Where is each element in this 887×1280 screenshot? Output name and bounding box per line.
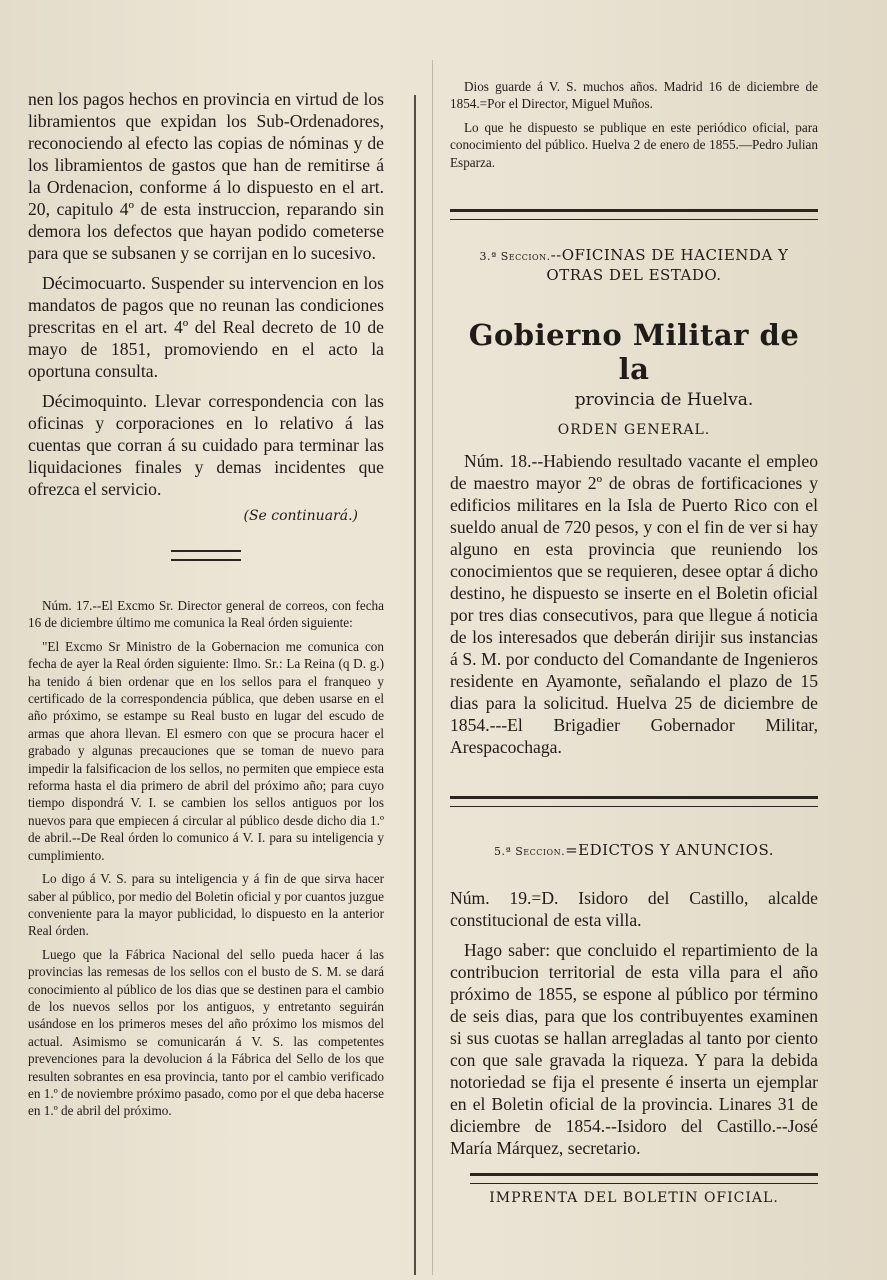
section-divider <box>171 550 241 561</box>
footer-rule <box>470 1173 818 1184</box>
continuation-paragraph: nen los pagos hechos en provincia en virtud de los libramientos que expidan los Sub-Ordenadores, reconociendo al efecto las copias de nóminas y de los libramientos de gastos que han de remitirse á la Ordenacion, conforme á lo dispuesto en el art. 20, capitulo 4º de esta instruccion, reparando sin demora los defectos que hayan podido cometerse para que se subsanen y se corrijan en lo sucesivo. <box>28 89 384 263</box>
column-divider <box>414 95 416 1275</box>
publication-note: Lo que he dispuesto se publique en este periódico oficial, para conocimiento del público. Huelva 2 de enero de 1855.—Pedro Julian Esparza. <box>450 119 818 170</box>
page-fold <box>432 60 433 1275</box>
gobierno-militar-title: Gobierno Militar de la <box>468 318 800 387</box>
num17-intro: Núm. 17.--El Excmo Sr. Director general de correos, con fecha 16 de diciembre último me comunica la Real órden siguiente: <box>28 598 384 631</box>
num17-instruction: Lo digo á V. S. para su inteligencia y á fin de que sirva hacer saber al público, por medio del Boletin oficial y por cuantos juzgue conveniente para la mayor publicidad, lo dispuesto en la anterior Real órden. <box>28 871 384 939</box>
left-column <box>28 88 384 1126</box>
section-3-heading <box>450 246 818 284</box>
to-be-continued: (Se continuará.) <box>243 508 358 524</box>
section-rule <box>450 209 818 220</box>
section-5-title: =EDICTOS Y ANUNCIOS. <box>565 841 774 860</box>
num19-heading: Núm. 19.=D. Isidoro del Castillo, alcalde constitucional de esta villa. <box>450 888 818 931</box>
num17-royal-order: "El Excmo Sr Ministro de la Gobernacion me comunica con fecha de ayer la Real órden siguiente: Ilmo. Sr.: La Reina (q D. g.) ha tenido á bien ordenar que en los sellos para el franqueo y certificado de la correspondencia pública, que deben usarse en el año próximo, se estampe su Real busto en lugar del escudo de armas que ahora llevan. El esmero con que se procura hacer el grabado y algunas precauciones que se toman de nuevo para impedir la falsificacion de los sellos, no permiten que empiece esta reforma hasta el dia primero de abril del próximo año; para cuyo tiempo dispondrá V. I. se cambien los sellos antiguos por los nuevos para que empiecen á circular al público desde dicho dia 1.º de abril.--De Real órden lo comunico á V. I. para su inteligencia y cumplimiento. <box>28 638 384 863</box>
num17-stamps-exchange: Luego que la Fábrica Nacional del sello pueda hacer á las provincias las remesas de los sellos con el busto de S. M. se dará conocimiento al público de los dias que se destinen para el cambio de los nuevos sellos por los antiguos, y entretanto seguirán usándose en los primeros meses del año próximo los mismos del actual. Asimismo se comunicarán á V. S. las competentes prevenciones para la devolucion á la Fábrica del Sello de los que resulten sobrantes en esa provincia, tanto por el cambio verificado en 1.º de noviembre próximo pasado, como por el que deba hacerse en 1.º de abril del próximo. <box>28 946 384 1119</box>
orden-general-heading: ORDEN GENERAL. <box>557 422 711 439</box>
signature-madrid: Dios guarde á V. S. muchos años. Madrid 16 de diciembre de 1854.=Por el Director, Miguel Muños. <box>450 79 818 112</box>
num18-paragraph: Núm. 18.--Habiendo resultado vacante el empleo de maestro mayor 2º de obras de fortificaciones y edificios militares en la Isla de Puerto Rico con el sueldo anual de 720 pesos, y con el fin de ver si hay alguno en esta provincia que reuniendo los conocimientos que se requieren, desee optar á dicho destino, he dispuesto se inserte en el Boletin oficial por tres dias consecutivos, para que llegue á noticia de los interesados que deberán dirijir sus instancias á S. M. por conducto del Comandante de Ingenieros residente en Ayamonte, señalando el plazo de 15 dias para la solicitud. Huelva 25 de diciembre de 1854.---El Brigadier Gobernador Militar, Arespacochaga. <box>450 451 818 758</box>
gobierno-militar-subtitle: provincia de Huelva. <box>574 390 754 411</box>
section-rule-2 <box>450 796 818 807</box>
decimocuarto-paragraph: Décimocuarto. Suspender su intervencion en los mandatos de pagos que no reunan las condiciones prescritas en el art. 4º del Real decreto de 10 de mayo de 1851, promoviendo en el acto la oportuna consulta. <box>28 273 384 381</box>
num19-paragraph: Hago saber: que concluido el repartimiento de la contribucion territorial de esta villa para el año próximo de 1855, se espone al público por término de seis dias, para que los contribuyentes examinen si sus cuotas se hallan arregladas al tanto por ciento con que sale gravada la riqueza. Y para la debida notoriedad se fija el presente é inserta un ejemplar en el Boletin oficial de la provincia. Linares 31 de diciembre de 1854.--Isidoro del Castillo.--José María Márquez, secretario. <box>450 940 818 1159</box>
right-column <box>450 78 818 1206</box>
decimoquinto-paragraph: Décimoquinto. Llevar correspondencia con las oficinas y corporaciones en lo relativo á las cuentas que corran á su cuidado para terminar las liquidaciones finales y demas incidentes que ofrezca el servicio. <box>28 391 384 499</box>
section-3-title: --OFICINAS DE HACIENDA Y OTRAS DEL ESTADO. <box>546 246 789 285</box>
section-5-heading <box>450 841 818 861</box>
section-3-label: 3.ª Seccion. <box>479 250 551 264</box>
section-5-label: 5.ª Seccion. <box>494 845 566 859</box>
imprenta-footer: IMPRENTA DEL BOLETIN OFICIAL. <box>489 1190 779 1207</box>
